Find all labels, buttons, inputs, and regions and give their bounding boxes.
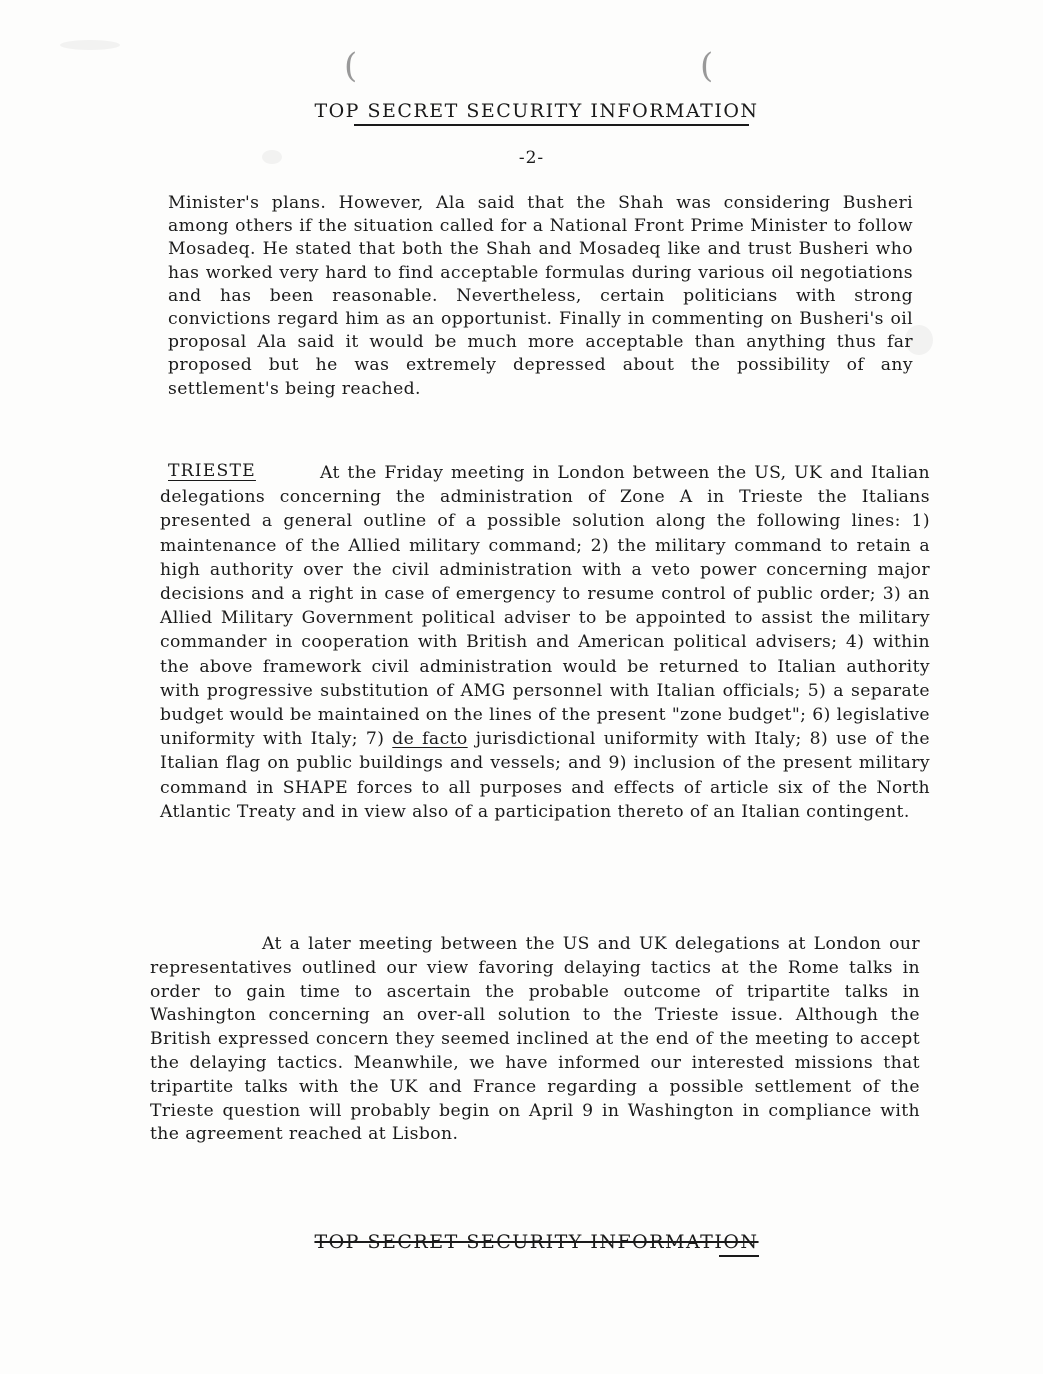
paragraph-trieste-part-b: jurisdictional uniformity with Italy; 8) use of the Italian flag on public buildings and vessels; and 9) inclusion of the present military command in SHAPE forces to all purposes and effects of article six of the North Atlantic Treaty and in view also of a participation thereto of an Italian contingent.: [160, 729, 930, 822]
paragraph-iran-shah: Minister's plans. However, Ala said that the Shah was considering Busheri among others if the situation called for a National Front Prime Minister to follow Mosadeq. He stated that both the Shah and Mosadeq like and trust Busheri who has worked very hard to find acceptable formulas during various oil negotiations and has been reasonable. Nevertheless, certain politicians with strong convictions regard him as an opportunist. Finally in commenting on Busheri's oil proposal Ala said it would be much more acceptable than anything thus far proposed but he was extremely depressed about the possibility of any settlement's being reached.: [168, 193, 913, 399]
paper-smudge: [60, 40, 120, 50]
paragraph-trieste-proposal: [160, 461, 930, 824]
section-heading-trieste: TRIESTE: [168, 461, 256, 481]
page-number: -2-: [518, 148, 545, 168]
hole-punch-mark: (: [700, 46, 714, 86]
paragraph-trieste-part-a: At the Friday meeting in London between the US, UK and Italian delegations concerning the administration of Zone A in Trieste the Italians presented a general outline of a possible solution along the following lines: 1) maintenance of the Allied military command; 2) the military command to retain a high authority over the civil administration with a veto power concerning major decisions and a right in case of emergency to resume control of public order; 3) an Allied Military Government political adviser to be appointed to assist the military commander in cooperation with British and American political advisers; 4) within the above framework civil administration would be returned to Italian authority with progressive substitution of AMG personnel with Italian officials; 5) a separate budget would be maintained on the lines of the present "zone budget"; 6) legislative uniformity with Italy; 7): [160, 463, 930, 750]
top-classification-marking: [0, 100, 1043, 122]
bottom-classification-marking: [0, 1231, 1043, 1253]
paragraph-london-meeting: At a later meeting between the US and UK delegations at London our representatives outlined our view favoring delaying tactics at the Rome talks in order to gain time to ascertain the probable outcome of tripartite talks in Washington concerning an over-all solution to the Trieste issue. Although the British expressed concern they seemed inclined at the end of the meeting to accept the delaying tactics. Meanwhile, we have informed our interested missions that tripartite talks with the UK and France regarding a possible settlement of the Trieste question will probably begin on April 9 in Washington in compliance with the agreement reached at Lisbon.: [150, 934, 920, 1145]
classification-underline: [719, 1255, 759, 1257]
paragraph-trieste-container: [160, 461, 930, 824]
de-facto-text: de facto: [392, 729, 468, 750]
classification-underline: [354, 124, 748, 126]
hole-punch-mark: (: [344, 46, 358, 86]
classification-text: TOP SECRET SECURITY INFORMATION: [314, 100, 759, 122]
classification-text: TOP SECRET SECURITY INFORMATION: [314, 1231, 759, 1253]
